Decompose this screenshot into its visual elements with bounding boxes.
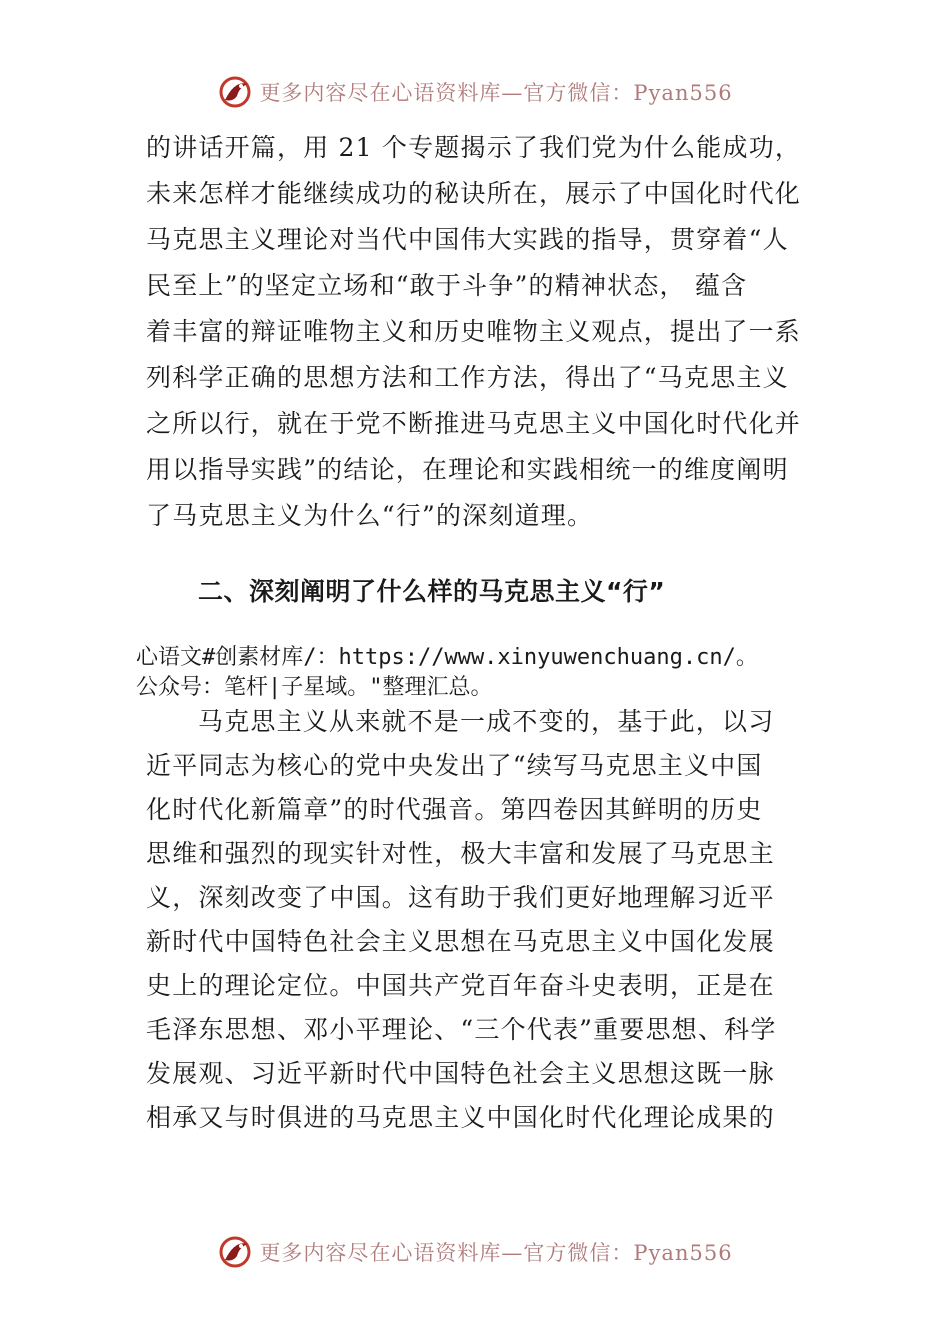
paragraph-line: 义，深刻改变了中国。这有助于我们更好地理解习近平 (146, 883, 775, 912)
footer-banner-text: 更多内容尽在心语资料库—官方微信：Pyan556 (259, 1241, 733, 1265)
paragraph-line: 马克思主义从来就不是一成不变的，基于此，以习 (198, 707, 775, 736)
paragraph-line: 毛泽东思想、邓小平理论、“三个代表”重要思想、科学 (146, 1015, 777, 1044)
footer-banner (0, 1232, 950, 1272)
section-heading: 二、深刻阐明了什么样的马克思主义“行” (198, 577, 666, 606)
paragraph-line: 了马克思主义为什么“行”的深刻道理。 (146, 501, 594, 530)
paragraph-line: 着丰富的辩证唯物主义和历史唯物主义观点，提出了一系 (146, 317, 802, 346)
paragraph-line: 思维和强烈的现实针对性，极大丰富和发展了马克思主 (146, 839, 775, 868)
paragraph-line: 化时代化新篇章”的时代强音。第四卷因其鲜明的历史 (146, 795, 763, 824)
paragraph-line: 相承又与时俱进的马克思主义中国化时代化理论成果的 (146, 1103, 775, 1132)
header-banner-text: 更多内容尽在心语资料库—官方微信：Pyan556 (259, 81, 733, 105)
brand-logo-icon (217, 1234, 253, 1270)
paragraph-line: 用以指导实践”的结论，在理论和实践相统一的维度阐明 (146, 455, 789, 484)
header-banner (0, 72, 950, 112)
source-note-line-1: 心语文#创素材库/：https://www.xinyuwenchuang.cn/。 (136, 645, 758, 670)
paragraph-line: 新时代中国特色社会主义思想在马克思主义中国化发展 (146, 927, 775, 956)
source-note-line-2: 公众号：笔杆|子星域。"整理汇总。 (136, 675, 493, 700)
paragraph-line: 马克思主义理论对当代中国伟大实践的指导，贯穿着“人 (146, 225, 789, 254)
paragraph-line: 史上的理论定位。中国共产党百年奋斗史表明，正是在 (146, 971, 775, 1000)
paragraph-line: 近平同志为核心的党中央发出了“续写马克思主义中国 (146, 751, 763, 780)
paragraph-line: 列科学正确的思想方法和工作方法，得出了“马克思主义 (146, 363, 789, 392)
paragraph-line: 的讲话开篇，用 21 个专题揭示了我们党为什么能成功， (146, 133, 802, 162)
brand-logo-icon (217, 74, 253, 110)
paragraph-line: 未来怎样才能继续成功的秘诀所在，展示了中国化时代化 (146, 179, 802, 208)
paragraph-line: 民至上”的坚定立场和“敢于斗争”的精神状态， 蕴含 (146, 271, 748, 300)
paragraph-line: 发展观、习近平新时代中国特色社会主义思想这既一脉 (146, 1059, 775, 1088)
paragraph-line: 之所以行，就在于党不断推进马克思主义中国化时代化并 (146, 409, 802, 438)
